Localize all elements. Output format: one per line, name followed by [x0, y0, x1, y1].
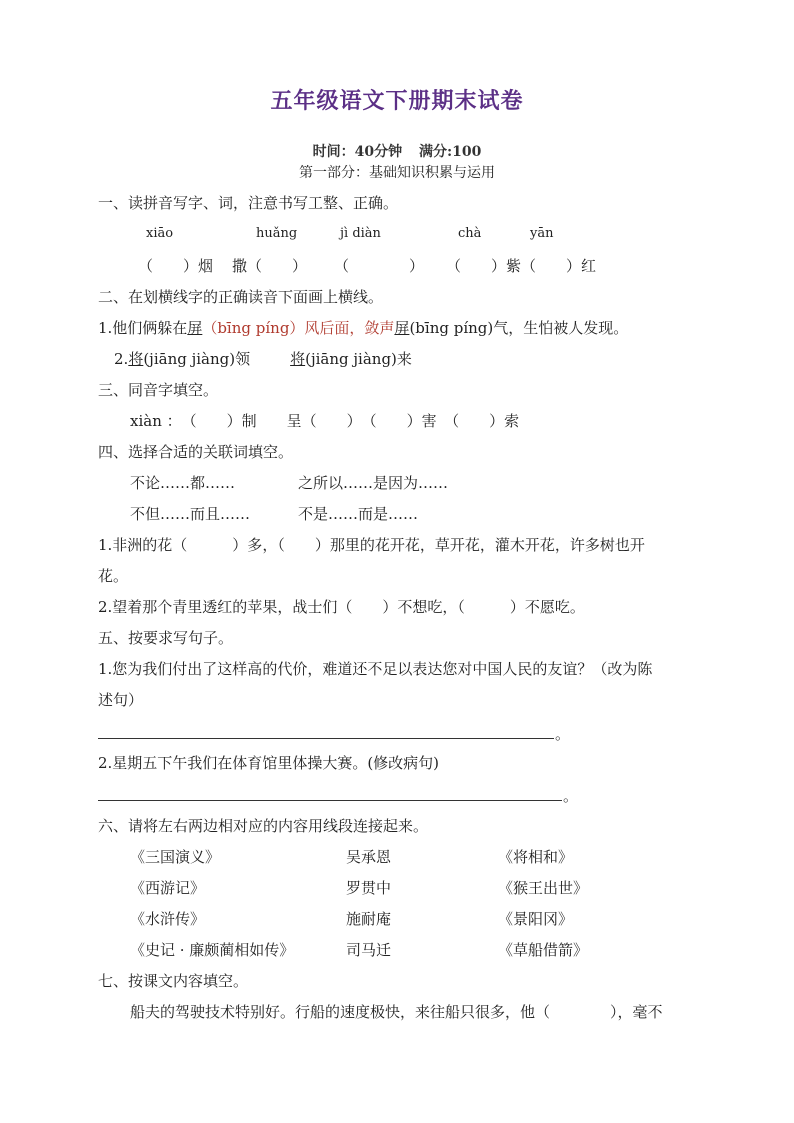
q2-heading: 二、在划横线字的正确读音下面画上横线。: [98, 288, 384, 306]
q6-mid-1[interactable]: 吴承恩: [346, 848, 392, 866]
q1-blank-3[interactable]: （ ）: [334, 257, 425, 275]
q4-word-4: 不是……而是……: [298, 505, 419, 523]
part-heading: 第一部分：基础知识积累与运用: [299, 165, 495, 181]
q1-pinyin-3: jì diàn: [340, 226, 381, 241]
q5-answer-line-2[interactable]: [98, 800, 562, 801]
full-score: 满分:100: [418, 144, 482, 160]
q2-s2-marked-char-1: 将: [128, 350, 144, 368]
q6-right-4[interactable]: 《草船借箭》: [498, 941, 589, 959]
q1-blank-2[interactable]: 撒（ ）: [232, 257, 308, 275]
q7-sentence-1[interactable]: 船夫的驾驶技术特别好。行船的速度极快，来往船只很多，他（ ），毫不: [130, 1003, 663, 1021]
q1-pinyin-5: yān: [530, 226, 554, 241]
q1-blank-4[interactable]: （ ）紫（ ）红: [446, 257, 597, 275]
q6-mid-2[interactable]: 罗贯中: [346, 879, 392, 897]
q2-s2-pinyin-1[interactable]: (jiāng jiàng)领: [143, 350, 251, 368]
q4-sentence-2[interactable]: 2.望着那个青里透红的苹果，战士们（ ）不想吃，（ ）不愿吃。: [98, 598, 585, 616]
q4-word-1: 不论……都……: [130, 474, 236, 492]
q4-sentence-1[interactable]: 1.非洲的花（ ）多，（ ）那里的花开花，草开花，灌木开花，许多树也开: [98, 536, 645, 554]
q2-s1-part-a: 1.他们俩躲在: [98, 319, 188, 337]
q6-right-2[interactable]: 《猴王出世》: [498, 879, 589, 897]
q1-blank-1[interactable]: （ ）烟: [138, 257, 214, 275]
q6-left-3[interactable]: 《水浒传》: [130, 910, 206, 928]
q1-heading: 一、读拼音写字、词，注意书写工整、正确。: [98, 194, 399, 212]
q1-pinyin-1: xiāo: [146, 226, 174, 241]
q5-answer-end-2: 。: [563, 787, 579, 805]
q2-s2-num: 2.: [114, 350, 129, 368]
q1-pinyin-2: huǎng: [256, 226, 298, 241]
q6-right-1[interactable]: 《将相和》: [498, 848, 574, 866]
q2-sentence-2: [114, 348, 412, 369]
q2-s1-part-e[interactable]: (bīng píng)气，生怕被人发现。: [409, 319, 629, 337]
q4-word-2: 之所以……是因为……: [298, 474, 449, 492]
q2-s2-pinyin-2[interactable]: (jiāng jiàng)来: [305, 350, 412, 368]
q5-sentence-2: 2.星期五下午我们在体育馆里体操大赛。(修改病句): [98, 754, 440, 772]
q6-mid-4[interactable]: 司马迁: [346, 941, 392, 959]
time-limit: 时间：40分钟: [312, 144, 403, 160]
q2-s1-marked-char-1: 屏: [187, 319, 203, 337]
q2-sentence-1: [98, 317, 628, 338]
q1-pinyin-4: chà: [458, 226, 482, 241]
q6-left-4[interactable]: 《史记 · 廉颇蔺相如传》: [130, 941, 295, 959]
q6-left-1[interactable]: 《三国演义》: [130, 848, 221, 866]
q6-mid-3[interactable]: 施耐庵: [346, 910, 392, 928]
q5-heading: 五、按要求写句子。: [98, 629, 234, 647]
q6-left-2[interactable]: 《西游记》: [130, 879, 206, 897]
q5-sentence-1: 1.您为我们付出了这样高的代价，难道还不足以表达您对中国人民的友谊？（改为陈: [98, 660, 653, 678]
q6-heading: 六、请将左右两边相对应的内容用线段连接起来。: [98, 817, 429, 835]
q2-s1-marked-char-2: 屏: [394, 319, 410, 337]
q4-sentence-1-cont: 花。: [98, 567, 129, 585]
q4-heading: 四、选择合适的关联词填空。: [98, 443, 294, 461]
q2-s2-marked-char-2: 将: [290, 350, 306, 368]
q3-heading: 三、同音字填空。: [98, 381, 219, 399]
q6-right-3[interactable]: 《景阳冈》: [498, 910, 574, 928]
q7-heading: 七、按课文内容填空。: [98, 972, 249, 990]
q4-word-3: 不但……而且……: [130, 505, 251, 523]
q5-answer-end-1: 。: [555, 725, 571, 743]
q3-row[interactable]: xiàn ： （ ）制 呈（ ） （ ）害 （ ）索: [130, 412, 520, 430]
page-title: 五年级语文下册期末试卷: [270, 88, 524, 114]
q5-sentence-1-cont: 述句）: [98, 691, 144, 709]
q2-s1-part-c[interactable]: （bīng píng）风后面，敛声: [202, 319, 395, 337]
exam-meta: [0, 141, 794, 161]
q5-answer-line-1[interactable]: [98, 738, 554, 739]
